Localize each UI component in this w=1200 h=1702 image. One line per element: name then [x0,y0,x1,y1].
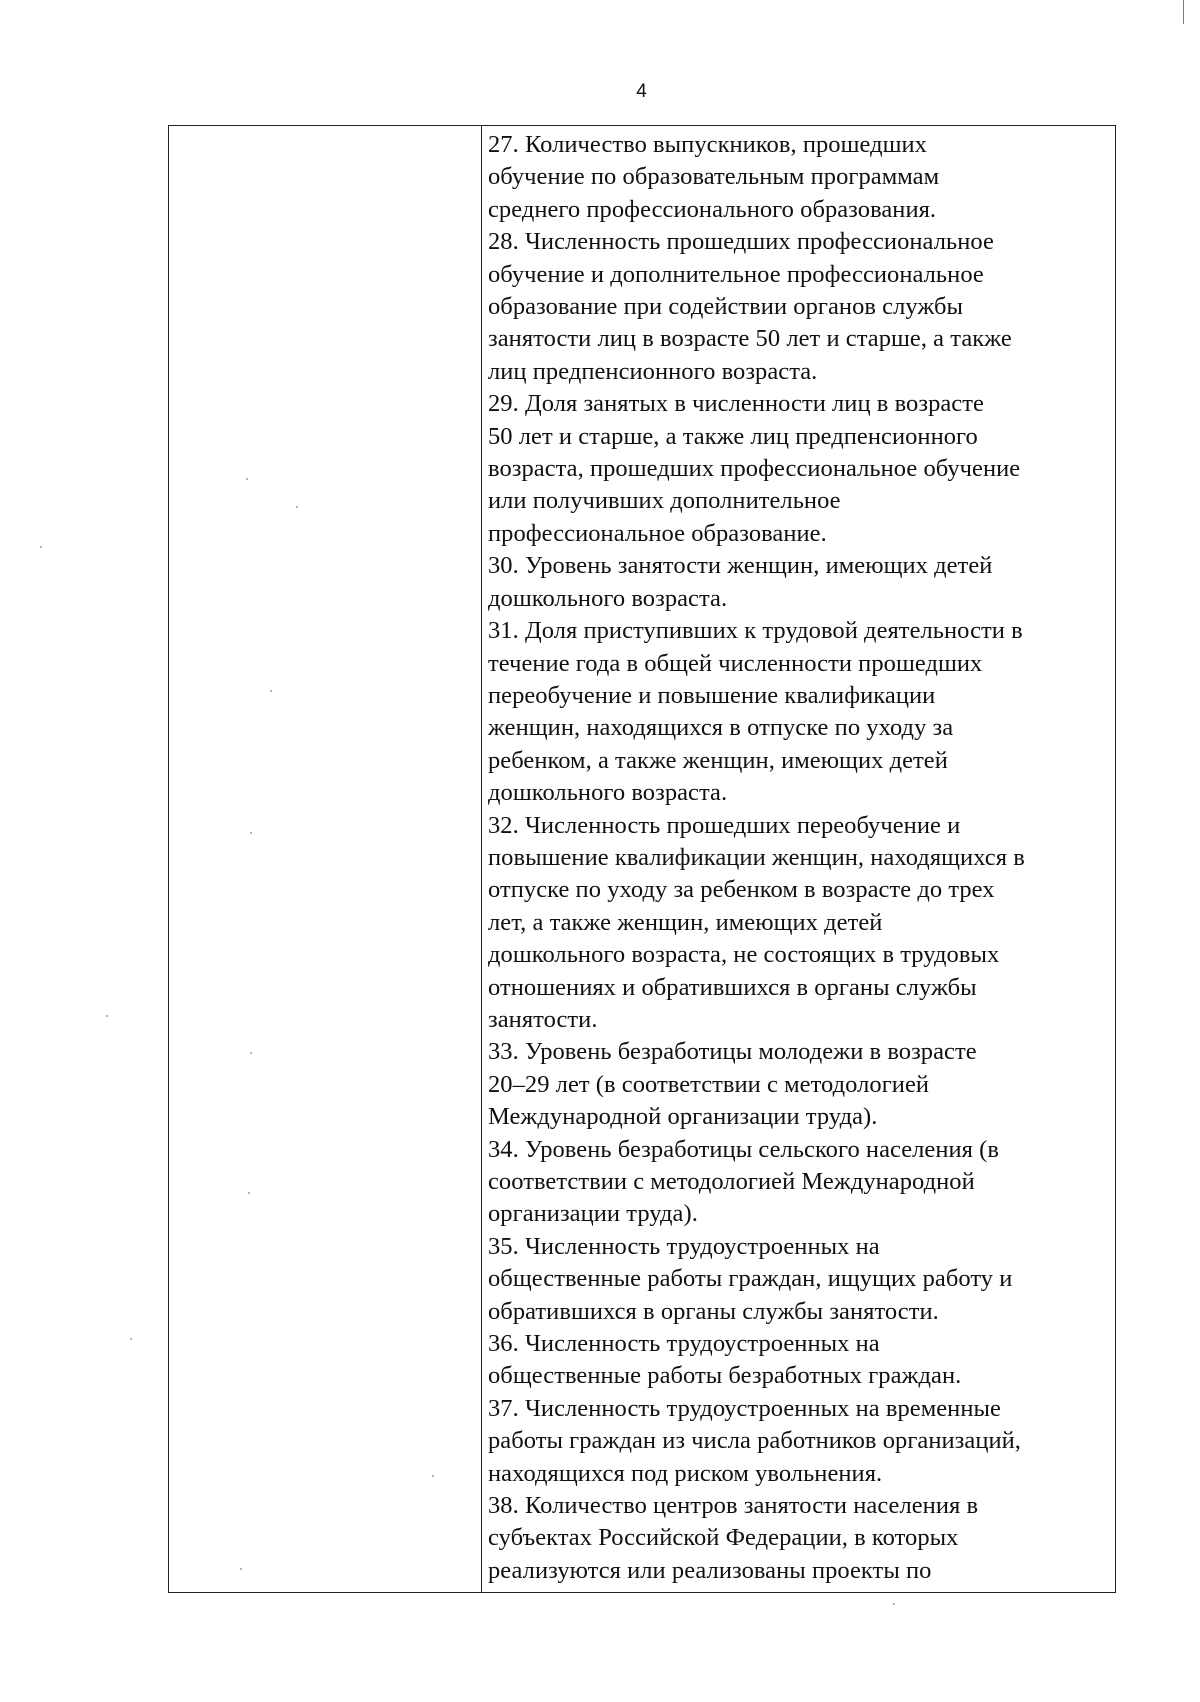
text-line: отношениях и обратившихся в органы службы [488,973,977,1001]
text-line: лиц предпенсионного возраста. [488,357,818,385]
text-line: обучение по образовательным программам [488,163,940,191]
text-line: 30. Уровень занятости женщин, имеющих детей [488,552,993,580]
text-line: возраста, прошедших профессиональное обучение [488,455,1021,483]
text-line: лет, а также женщин, имеющих детей [488,908,883,936]
text-line: дошкольного возраста. [488,584,728,612]
text-line: ребенком, а также женщин, имеющих детей [488,746,948,774]
scan-edge-mark [1183,0,1185,24]
text-line: 35. Численность трудоустроенных на [488,1232,880,1260]
text-line: женщин, находящихся в отпуске по уходу за [488,714,954,742]
scan-speck [40,546,42,548]
text-line: повышение квалификации женщин, находящихся в [488,843,1025,871]
text-line: 20–29 лет (в соответствии с методологией [488,1070,930,1098]
scan-speck [296,506,298,508]
text-line: обратившихся в органы службы занятости. [488,1297,939,1325]
text-line: 34. Уровень безработицы сельского населения (в [488,1135,999,1163]
text-line: профессиональное образование. [488,519,827,547]
text-line: 38. Количество центров занятости населения в [488,1492,979,1520]
text-line: дошкольного возраста. [488,779,728,807]
text-line: 31. Доля приступивших к трудовой деятельности в [488,617,1023,645]
text-line: среднего профессионального образования. [488,195,937,223]
text-line: отпуске по уходу за ребенком в возрасте до трех [488,876,995,904]
text-line: занятости. [488,1005,598,1033]
scan-speck [250,832,252,834]
text-line: обучение и дополнительное профессиональное [488,260,984,288]
scan-speck [106,1015,108,1017]
text-line: занятости лиц в возрасте 50 лет и старше, а также [488,325,1012,353]
scan-speck [246,478,248,480]
indicator-table [168,125,1116,1593]
text-line: общественные работы граждан, ищущих работу и [488,1265,1013,1293]
scan-speck [240,1568,242,1570]
scan-speck [893,1603,895,1605]
text-line: течение года в общей численности прошедших [488,649,983,677]
text-line: образование при содействии органов службы [488,293,964,321]
text-line: дошкольного возраста, не состоящих в трудовых [488,941,1000,969]
text-line: 32. Численность прошедших переобучение и [488,811,961,839]
text-line: соответствии с методологией Международной [488,1168,975,1195]
text-line: 29. Доля занятых в численности лиц в возрасте [488,390,984,418]
scan-speck [250,1052,252,1054]
scan-speck [130,1338,132,1340]
text-line: субъектах Российской Федерации, в которых [488,1524,959,1552]
text-line: общественные работы безработных граждан. [488,1362,962,1390]
text-line: работы граждан из числа работников организаций, [488,1427,1021,1455]
table-left-column [169,126,482,1592]
text-line: или получивших дополнительное [488,487,841,515]
scan-speck [270,690,272,692]
text-line: находящихся под риском увольнения. [488,1459,883,1487]
scan-speck [432,1475,434,1477]
scan-speck [248,1192,250,1194]
page-number: 4 [636,81,647,102]
text-line: 28. Численность прошедших профессиональное [488,228,994,256]
text-line: переобучение и повышение квалификации [488,681,936,709]
table-right-column [482,126,1115,1592]
text-line: 27. Количество выпускников, прошедших [488,131,927,158]
text-line: Международной организации труда). [488,1103,878,1131]
text-line: 50 лет и старше, а также лиц предпенсионного [488,422,978,450]
text-line: 37. Численность трудоустроенных на временные [488,1394,1001,1422]
text-line: 36. Численность трудоустроенных на [488,1330,880,1358]
text-line: 33. Уровень безработицы молодежи в возрасте [488,1038,977,1066]
text-line: организации труда). [488,1200,698,1228]
text-line: реализуются или реализованы проекты по [488,1556,932,1584]
